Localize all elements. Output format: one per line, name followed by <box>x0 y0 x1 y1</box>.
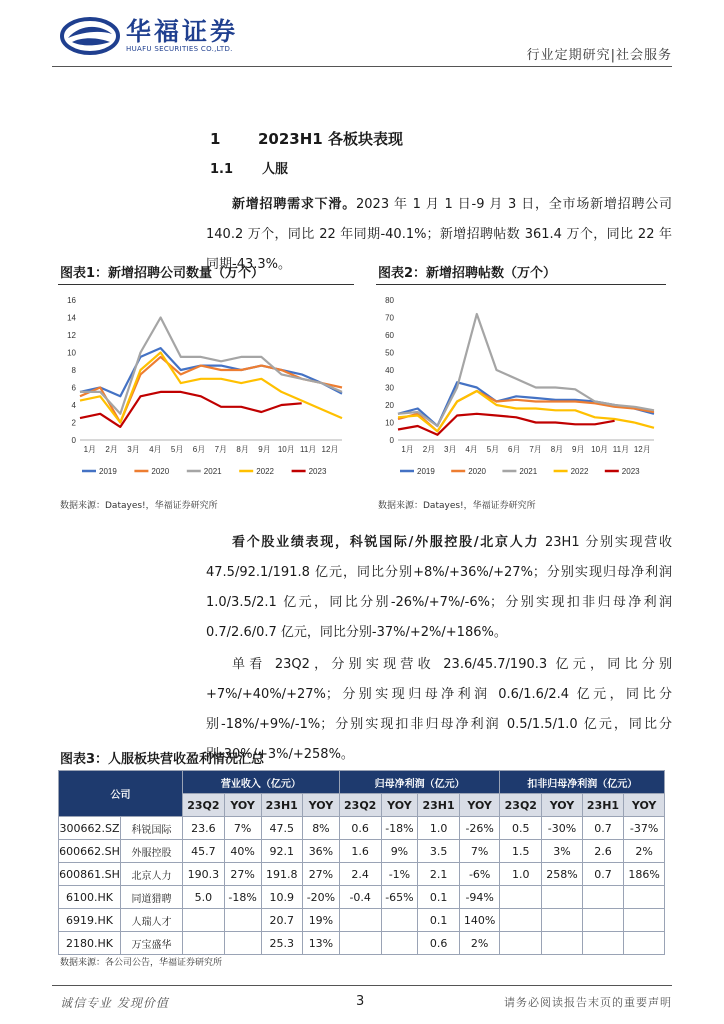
y-tick-label: 40 <box>385 366 394 375</box>
x-tick-label: 11月 <box>612 445 630 454</box>
x-tick-label: 3月 <box>127 445 140 454</box>
table-cell: -26% <box>459 817 500 840</box>
x-tick-label: 12月 <box>633 445 651 454</box>
table-cell: 0.7 <box>582 863 624 886</box>
logo-text-cn: 华福证券 <box>126 17 239 46</box>
table-cell: 3% <box>542 840 583 863</box>
figure1-title: 图表1：新增招聘公司数量（万个） <box>60 266 265 281</box>
table-header-group: 归母净利润（亿元） <box>339 771 500 794</box>
x-tick-label: 7月 <box>214 445 228 454</box>
table-row <box>59 886 665 909</box>
table-cell: -94% <box>459 886 500 909</box>
y-tick-label: 0 <box>389 436 394 445</box>
paragraph-lead: 看个股业绩表现，科锐国际/外服控股/北京人力 <box>232 535 540 550</box>
legend-label: 2019 <box>417 467 435 476</box>
table-cell: -20% <box>303 886 340 909</box>
page-number: 3 <box>356 994 365 1009</box>
x-tick-label: 1月 <box>83 445 97 454</box>
footer-slogan: 诚信专业 发现价值 <box>60 996 169 1010</box>
x-tick-label: 1月 <box>401 445 414 454</box>
table-cell <box>500 886 542 909</box>
table-subheader: YOY <box>542 794 583 817</box>
x-tick-label: 3月 <box>444 445 457 454</box>
x-tick-label: 5月 <box>486 445 500 454</box>
y-tick-label: 14 <box>67 313 76 323</box>
table-cell <box>582 886 624 909</box>
logo-text-en: HUAFU SECURITIES CO.,LTD. <box>126 45 233 53</box>
table-row <box>59 932 665 955</box>
x-tick-label: 12月 <box>321 445 339 454</box>
x-tick-label: 6月 <box>508 445 521 454</box>
series-line-2019 <box>80 348 342 396</box>
paragraph-text: 2023 年 1 月 1 日-9 月 3 日，全市场新增招聘公司 140.2 万个，同比 22 年同期-40.1%；新增招聘帖数 361.4 万个，同比 22 年同期-43.3%。 <box>206 197 672 272</box>
table-cell: -30% <box>542 817 583 840</box>
legend-label: 2023 <box>621 467 640 476</box>
table-cell <box>624 932 665 955</box>
table-cell: 258% <box>542 863 583 886</box>
y-tick-label: 16 <box>67 296 76 305</box>
figure2-source: 数据来源：Datayes!，华福证券研究所 <box>378 501 536 511</box>
legend-label: 2021 <box>519 467 538 476</box>
table-cell: 191.8 <box>261 863 303 886</box>
table-cell <box>542 909 583 932</box>
table-title: 图表3：人服板块营收盈利情况汇总 <box>60 752 265 767</box>
table-cell <box>582 909 624 932</box>
table-cell: 2.1 <box>418 863 460 886</box>
table-row <box>59 840 665 863</box>
table-cell <box>381 932 418 955</box>
table-cell: 5.0 <box>183 886 225 909</box>
table-cell: -18% <box>224 886 261 909</box>
x-tick-label: 9月 <box>258 445 271 454</box>
y-tick-label: 4 <box>71 401 76 410</box>
table-subheader: YOY <box>381 794 418 817</box>
table-cell: -65% <box>381 886 418 909</box>
section-number: 1 <box>210 130 221 148</box>
stock-code: 600662.SH <box>59 840 121 863</box>
footer-disclaimer: 请务必阅读报告末页的重要声明 <box>504 996 672 1009</box>
table-subheader: 23Q2 <box>339 794 381 817</box>
paragraph-q2 <box>206 650 672 770</box>
table-cell <box>624 886 665 909</box>
y-tick-label: 12 <box>67 331 76 340</box>
table-header-group: 扣非归母净利润（亿元） <box>500 771 665 794</box>
table-cell <box>542 886 583 909</box>
paragraph-text: 单看 23Q2，分别实现营收 23.6/45.7/190.3 亿元，同比分别+7%/+40%/+27%；分别实现归母净利润 0.6/1.6/2.4 亿元，同比分别-18%/+9%/-1%；分别实现扣非归母净利润 0.5/1.5/1.0 亿元，同比分别-30%/+3%/+258%。 <box>206 657 672 762</box>
table-cell <box>339 932 381 955</box>
figure1-rule <box>58 284 354 285</box>
table-cell <box>624 909 665 932</box>
table-cell: 7% <box>224 817 261 840</box>
figure2-title: 图表2：新增招聘帖数（万个） <box>378 266 557 281</box>
table-subheader: 23H1 <box>418 794 460 817</box>
x-tick-label: 7月 <box>529 445 542 454</box>
table-subheader: 23Q2 <box>183 794 225 817</box>
table-cell: 47.5 <box>261 817 303 840</box>
table-cell: 27% <box>224 863 261 886</box>
table-cell: 0.7 <box>582 817 624 840</box>
table-cell: 1.5 <box>500 840 542 863</box>
table-cell: 1.0 <box>418 817 460 840</box>
table-cell: 190.3 <box>183 863 225 886</box>
x-tick-label: 4月 <box>465 445 478 454</box>
subsection-heading <box>210 158 288 177</box>
stock-code: 2180.HK <box>59 932 121 955</box>
figure2-rule <box>376 284 666 285</box>
legend-label: 2022 <box>570 467 589 476</box>
y-tick-label: 80 <box>385 296 394 305</box>
paragraph-lead: 新增招聘需求下滑。 <box>232 197 356 212</box>
company-name: 同道猎聘 <box>121 886 183 909</box>
table-cell: 9% <box>381 840 418 863</box>
table-subheader: YOY <box>624 794 665 817</box>
y-tick-label: 70 <box>385 313 394 323</box>
legend-label: 2023 <box>308 467 327 476</box>
table-cell: 0.6 <box>339 817 381 840</box>
table-cell: 23.6 <box>183 817 225 840</box>
table-cell <box>224 909 261 932</box>
company-name: 外服控股 <box>121 840 183 863</box>
legend-label: 2022 <box>256 467 274 476</box>
stock-code: 6919.HK <box>59 909 121 932</box>
performance-table <box>58 770 665 955</box>
table-subheader: 23H1 <box>582 794 624 817</box>
table-cell <box>339 909 381 932</box>
table-cell: 10.9 <box>261 886 303 909</box>
huafu-logo-icon <box>60 16 120 56</box>
report-type: 行业定期研究|社会服务 <box>526 48 672 63</box>
table-subheader: 23Q2 <box>500 794 542 817</box>
legend-label: 2020 <box>468 467 486 476</box>
table-cell: 0.1 <box>418 909 460 932</box>
table-cell: -1% <box>381 863 418 886</box>
stock-code: 600861.SH <box>59 863 121 886</box>
paragraph-stock-performance <box>206 528 672 648</box>
table-cell: 2.4 <box>339 863 381 886</box>
table-cell: 25.3 <box>261 932 303 955</box>
table-cell: 0.6 <box>418 932 460 955</box>
table-cell: 20.7 <box>261 909 303 932</box>
footer-divider <box>52 985 672 986</box>
section-title: 2023H1 各板块表现 <box>258 130 403 148</box>
table-cell: 45.7 <box>183 840 225 863</box>
table-cell: 2.6 <box>582 840 624 863</box>
table-cell: -6% <box>459 863 500 886</box>
subsection-number: 1.1 <box>210 162 234 177</box>
table-subheader: YOY <box>303 794 340 817</box>
table-cell: 140% <box>459 909 500 932</box>
table-cell: -18% <box>381 817 418 840</box>
company-name: 人瑞人才 <box>121 909 183 932</box>
figure1-source: 数据来源：Datayes!，华福证券研究所 <box>60 501 218 511</box>
table-cell: 92.1 <box>261 840 303 863</box>
table-cell <box>500 909 542 932</box>
x-tick-label: 9月 <box>572 445 585 454</box>
y-tick-label: 8 <box>71 366 76 375</box>
table-cell: 2% <box>459 932 500 955</box>
table-cell <box>381 909 418 932</box>
table-cell <box>224 932 261 955</box>
table-cell: 8% <box>303 817 340 840</box>
x-tick-label: 11月 <box>300 445 317 454</box>
y-tick-label: 2 <box>71 418 76 428</box>
legend-label: 2021 <box>203 467 222 476</box>
header-divider <box>52 66 672 67</box>
table-cell: 3.5 <box>418 840 460 863</box>
table-cell <box>542 932 583 955</box>
y-tick-label: 50 <box>385 348 394 358</box>
company-name: 北京人力 <box>121 863 183 886</box>
y-tick-label: 20 <box>385 401 394 410</box>
table-cell: 186% <box>624 863 665 886</box>
x-tick-label: 8月 <box>236 445 249 454</box>
paragraph-text: 23H1 分别实现营收 47.5/92.1/191.8 亿元，同比分别+8%/+36%/+27%；分别实现归母净利润 1.0/3.5/2.1 亿元，同比分别-26%/+7%/-6%；分别实现扣非归母净利润 0.7/2.6/0.7 亿元，同比分别-37%/+2%/+186%。 <box>206 535 672 640</box>
table-subheader: YOY <box>459 794 500 817</box>
company-name: 万宝盛华 <box>121 932 183 955</box>
y-tick-label: 10 <box>385 418 394 428</box>
x-tick-label: 5月 <box>170 445 184 454</box>
x-tick-label: 4月 <box>149 445 162 454</box>
section-heading <box>210 128 403 149</box>
y-tick-label: 6 <box>71 383 76 393</box>
table-header-company: 公司 <box>59 771 183 817</box>
table-cell: 19% <box>303 909 340 932</box>
subsection-title: 人服 <box>262 162 289 177</box>
table-source: 数据来源：各公司公告，华福证券研究所 <box>60 958 223 968</box>
x-tick-label: 2月 <box>105 445 118 454</box>
chart-new-posts <box>376 290 666 490</box>
table-row <box>59 863 665 886</box>
table-cell: 1.0 <box>500 863 542 886</box>
y-tick-label: 0 <box>71 436 76 445</box>
chart-new-companies <box>58 290 354 490</box>
x-tick-label: 10月 <box>591 445 609 454</box>
table-cell: 0.1 <box>418 886 460 909</box>
table-subheader: 23H1 <box>261 794 303 817</box>
stock-code: 6100.HK <box>59 886 121 909</box>
y-tick-label: 30 <box>385 383 394 393</box>
table-cell: 40% <box>224 840 261 863</box>
table-cell <box>183 932 225 955</box>
table-row <box>59 817 665 840</box>
table-row <box>59 909 665 932</box>
table-cell: 36% <box>303 840 340 863</box>
x-tick-label: 2月 <box>422 445 436 454</box>
table-cell: 1.6 <box>339 840 381 863</box>
company-name: 科锐国际 <box>121 817 183 840</box>
x-tick-label: 10月 <box>277 445 295 454</box>
table-header-group: 营业收入（亿元） <box>183 771 340 794</box>
table-cell: 0.5 <box>500 817 542 840</box>
x-tick-label: 8月 <box>550 445 564 454</box>
table-cell: 27% <box>303 863 340 886</box>
table-cell <box>582 932 624 955</box>
table-cell: -37% <box>624 817 665 840</box>
table-cell <box>500 932 542 955</box>
legend-label: 2020 <box>151 467 170 476</box>
y-tick-label: 10 <box>67 348 76 358</box>
table-subheader: YOY <box>224 794 261 817</box>
table-cell: 13% <box>303 932 340 955</box>
y-tick-label: 60 <box>385 331 394 340</box>
x-tick-label: 6月 <box>192 445 206 454</box>
table-cell: -0.4 <box>339 886 381 909</box>
stock-code: 300662.SZ <box>59 817 121 840</box>
table-cell: 2% <box>624 840 665 863</box>
table-cell <box>183 909 225 932</box>
legend-label: 2019 <box>99 467 117 476</box>
table-cell: 7% <box>459 840 500 863</box>
